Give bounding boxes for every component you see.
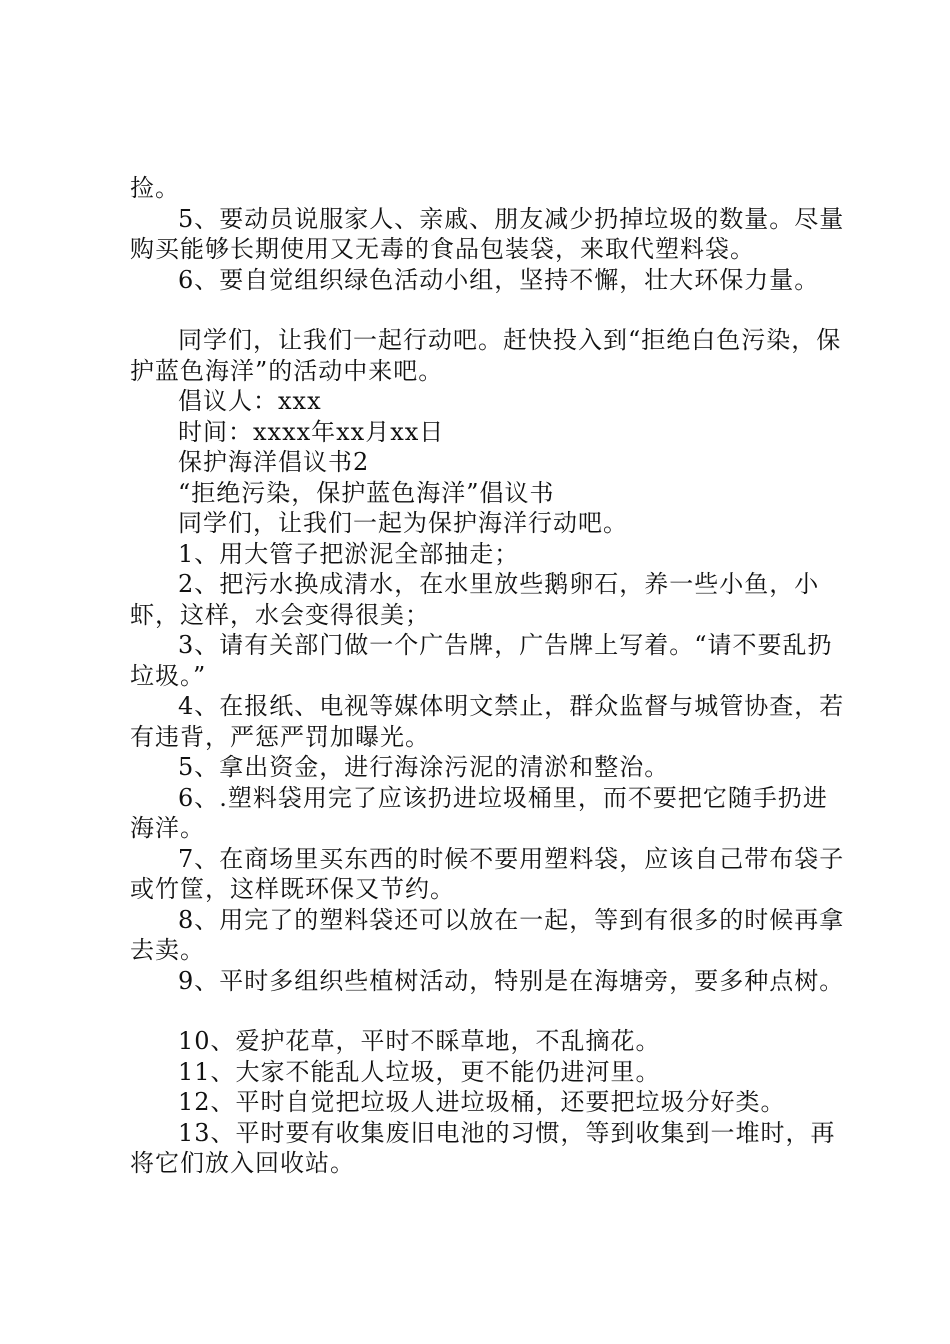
date-line: 时间：xxxx年xx月xx日 (178, 417, 445, 446)
proposer-line: 倡议人：xxx (178, 387, 322, 415)
list-item-3: 3、请有关部门做一个广告牌，广告牌上写着。“请不要乱扔垃圾。” (130, 631, 833, 690)
list-item-12: 12、平时自觉把垃圾人进垃圾桶，还要把垃圾分好类。 (178, 1088, 786, 1116)
list-item-11: 11、大家不能乱人垃圾，更不能仍进河里。 (178, 1057, 661, 1086)
list-item-2: 2、把污水换成清水，在水里放些鹅卵石，养一些小鱼，小虾，这样，水会变得很美； (130, 570, 820, 629)
paragraph-intro: 同学们，让我们一起为保护海洋行动吧。 (178, 509, 628, 537)
document-body (130, 173, 850, 1179)
list-item-10: 10、爱护花草，平时不睬草地，不乱摘花。 (178, 1027, 661, 1055)
list-item-6: 6、.塑料袋用完了应该扔进垃圾桶里，而不要把它随手扔进海洋。 (130, 783, 828, 842)
list-item-4: 4、在报纸、电视等媒体明文禁止，群众监督与城管协查，若有违背，严惩严罚加曝光。 (130, 692, 845, 751)
paragraph-gap (130, 996, 850, 1026)
list-item-13: 13、平时要有收集废旧电池的习惯，等到收集到一堆时，再将它们放入回收站。 (130, 1118, 836, 1177)
list-item-7: 7、在商场里买东西的时候不要用塑料袋，应该自己带布袋子或竹筐，这样既环保又节约。 (130, 844, 845, 903)
paragraph-item-5: 5、要动员说服家人、亲戚、朋友减少扔掉垃圾的数量。尽量购买能够长期使用又无毒的食品包装袋，来取代塑料袋。 (130, 204, 845, 263)
proposal-title: “拒绝污染，保护蓝色海洋”倡议书 (178, 478, 555, 507)
list-item-1: 1、用大管子把淤泥全部抽走； (178, 539, 520, 568)
section-title: 保护海洋倡议书2 (178, 448, 370, 476)
paragraph-call-to-action: 同学们，让我们一起行动吧。赶快投入到“拒绝白色污染，保护蓝色海洋”的活动中来吧。 (130, 326, 842, 385)
list-item-8: 8、用完了的塑料袋还可以放在一起，等到有很多的时候再拿去卖。 (130, 905, 845, 964)
list-item-5: 5、拿出资金，进行海涂污泥的清淤和整治。 (178, 753, 670, 781)
list-item-9: 9、平时多组织些植树活动，特别是在海塘旁，要多种点树。 (178, 966, 845, 995)
paragraph-continuation: 捡。 (130, 174, 180, 202)
paragraph-item-6: 6、要自觉组织绿色活动小组，坚持不懈，壮大环保力量。 (178, 265, 820, 294)
paragraph-gap (130, 295, 850, 325)
